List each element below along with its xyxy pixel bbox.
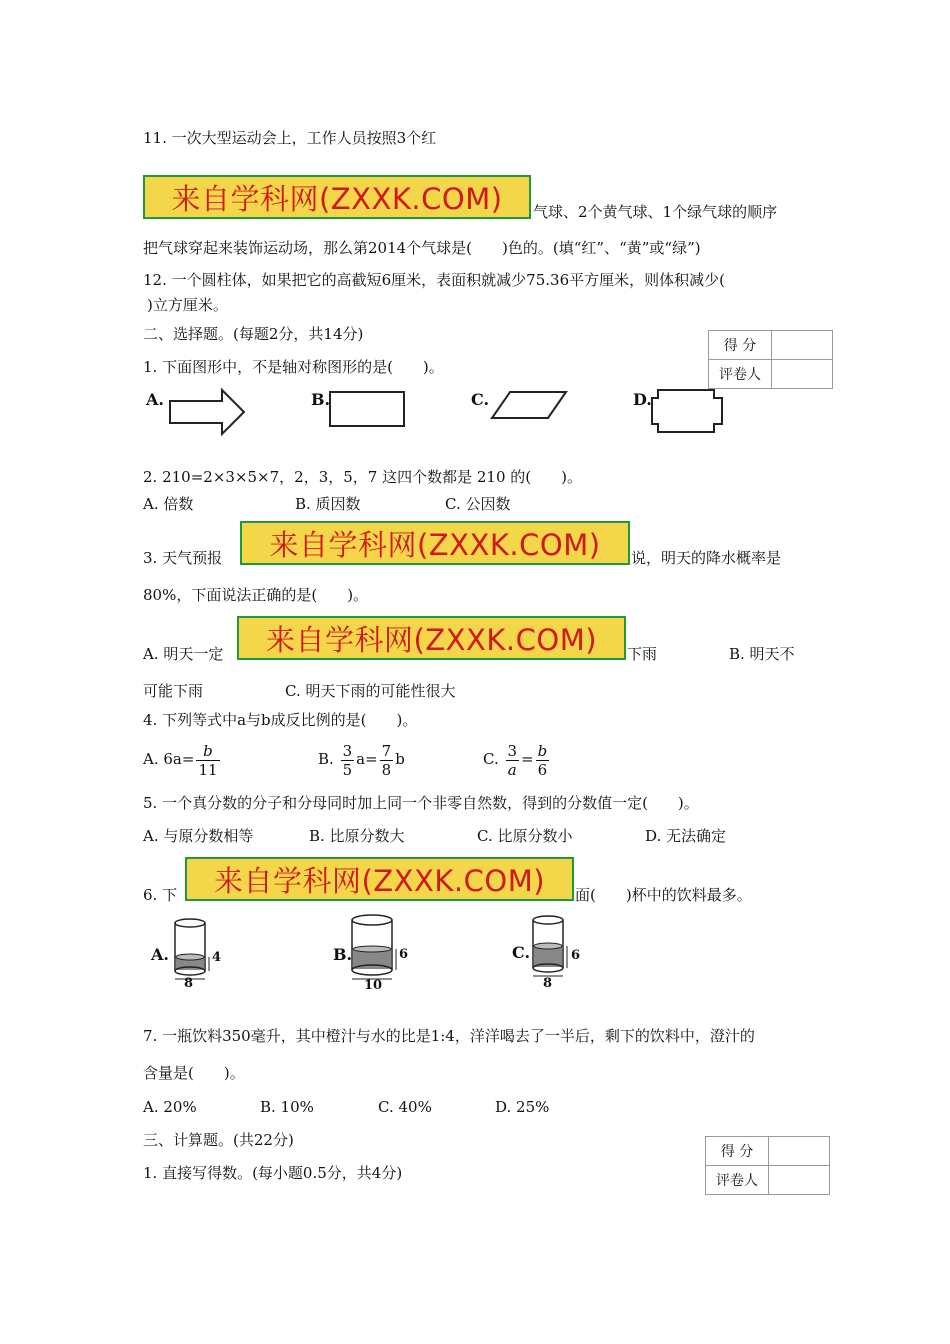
- c2-option-a: A. 倍数: [143, 495, 194, 513]
- fraction: [341, 742, 355, 779]
- numerator: b: [537, 741, 548, 760]
- c1-label-b: B.: [311, 390, 331, 409]
- c5-option-c: C. 比原分数小: [477, 827, 573, 845]
- rectangle-shape: [328, 390, 408, 430]
- c5-option-d: D. 无法确定: [645, 827, 727, 845]
- numerator: b: [196, 742, 219, 761]
- cup-a-label: A.: [151, 945, 169, 964]
- denominator: a: [507, 760, 517, 779]
- c6-line-end: 面( )杯中的饮料最多。: [575, 886, 752, 904]
- c3-option-a-end: 下雨: [627, 645, 658, 663]
- c2-question: 2. 210=2×3×5×7，2，3，5，7 这四个数都是 210 的( )。: [143, 468, 582, 486]
- c3-option-c: C. 明天下雨的可能性很大: [285, 682, 456, 700]
- watermark-banner: 来自学科网(ZXXK.COM): [143, 175, 531, 219]
- c3-line2: 80%，下面说法正确的是( )。: [143, 586, 369, 604]
- reviewer-field[interactable]: [772, 360, 833, 389]
- numerator: 7: [381, 741, 392, 760]
- c4-c-equals: =: [521, 750, 534, 768]
- cup-c-width: 8: [543, 976, 553, 991]
- c2-option-b: B. 质因数: [295, 495, 361, 513]
- fraction: [380, 742, 394, 779]
- cup-c-height: 6: [571, 948, 581, 963]
- score-box-1: [708, 330, 833, 389]
- c1-label-a: A.: [146, 390, 164, 409]
- fraction: [536, 742, 550, 779]
- numerator: 3: [342, 741, 353, 760]
- section2-title: 二、选择题。(每题2分，共14分): [143, 325, 364, 343]
- score-field[interactable]: [772, 331, 833, 360]
- c4-b-mid: a=: [356, 750, 378, 768]
- c3-option-a-start: A. 明天一定: [143, 645, 224, 663]
- c7-option-d: D. 25%: [495, 1098, 550, 1116]
- cup-a-height: 4: [212, 950, 222, 965]
- c4-b-suffix: b: [395, 750, 405, 768]
- c3-line1-end: 说，明天的降水概率是: [631, 549, 782, 567]
- reviewer-label: 评卷人: [706, 1166, 769, 1195]
- cup-b-label: B.: [333, 945, 353, 964]
- c7-option-b: B. 10%: [260, 1098, 314, 1116]
- parallelogram-shape: [490, 388, 570, 428]
- c5-option-b: B. 比原分数大: [309, 827, 405, 845]
- c4-option-b: [318, 739, 405, 779]
- cup-c-label: C.: [512, 943, 531, 962]
- c3-option-b-end: 可能下雨: [143, 682, 204, 700]
- cup-b-height: 6: [399, 947, 409, 962]
- c3-line1-start: 3. 天气预报: [143, 549, 223, 567]
- reviewer-field[interactable]: [769, 1166, 830, 1195]
- c4-b-prefix: B.: [318, 750, 334, 768]
- c4-option-c: [483, 739, 551, 779]
- c7-line2: 含量是( )。: [143, 1064, 245, 1082]
- c6-line-start: 6. 下: [143, 886, 178, 904]
- section3-title: 三、计算题。(共22分): [143, 1131, 294, 1149]
- cup-a-width: 8: [184, 976, 194, 991]
- score-field[interactable]: [769, 1137, 830, 1166]
- c1-question: 1. 下面图形中，不是轴对称图形的是( )。: [143, 358, 444, 376]
- q11-line3: 把气球穿起来装饰运动场，那么第2014个气球是( )色的。(填“红”、“黄”或“绿”): [143, 239, 701, 257]
- reviewer-label: 评卷人: [709, 360, 772, 389]
- c2-option-c: C. 公因数: [445, 495, 511, 513]
- calc1-question: 1. 直接写得数。(每小题0.5分，共4分): [143, 1164, 403, 1182]
- score-box-2: [705, 1136, 830, 1195]
- c4-option-a: [143, 739, 222, 779]
- c4-c-prefix: C.: [483, 750, 499, 768]
- cup-b-width: 10: [364, 978, 383, 993]
- q11-line2: 气球、2个黄气球、1个绿气球的顺序: [533, 203, 778, 221]
- c1-label-c: C.: [471, 390, 490, 409]
- notched-shape: [650, 388, 730, 438]
- denominator: 8: [381, 760, 392, 779]
- c4-a-prefix: A. 6a=: [143, 750, 195, 768]
- c7-option-a: A. 20%: [143, 1098, 197, 1116]
- watermark-banner: 来自学科网(ZXXK.COM): [185, 857, 574, 901]
- c3-option-b-start: B. 明天不: [729, 645, 795, 663]
- c7-option-c: C. 40%: [378, 1098, 432, 1116]
- c5-option-a: A. 与原分数相等: [143, 827, 254, 845]
- denominator: 5: [342, 760, 353, 779]
- q12-line2: )立方厘米。: [147, 296, 228, 314]
- c5-question: 5. 一个真分数的分子和分母同时加上同一个非零自然数，得到的分数值一定( )。: [143, 794, 699, 812]
- c1-label-d: D.: [633, 390, 652, 409]
- denominator: 6: [537, 760, 548, 779]
- watermark-banner: 来自学科网(ZXXK.COM): [237, 616, 626, 660]
- fraction: [506, 742, 520, 779]
- q11-line1: 11. 一次大型运动会上，工作人员按照3个红: [143, 129, 437, 147]
- c7-line1: 7. 一瓶饮料350毫升，其中橙汁与水的比是1:4，洋洋喝去了一半后，剩下的饮料中，澄汁的: [143, 1027, 755, 1045]
- fraction: [196, 742, 219, 779]
- numerator: 3: [507, 741, 518, 760]
- q12-line1: 12. 一个圆柱体，如果把它的高截短6厘米，表面积就减少75.36平方厘米，则体积减少(: [143, 271, 725, 289]
- c4-question: 4. 下列等式中a与b成反比例的是( )。: [143, 711, 418, 729]
- score-label: 得 分: [709, 331, 772, 360]
- denominator: 11: [198, 760, 218, 779]
- score-label: 得 分: [706, 1137, 769, 1166]
- watermark-banner: 来自学科网(ZXXK.COM): [240, 521, 630, 565]
- arrow-shape: [168, 388, 248, 438]
